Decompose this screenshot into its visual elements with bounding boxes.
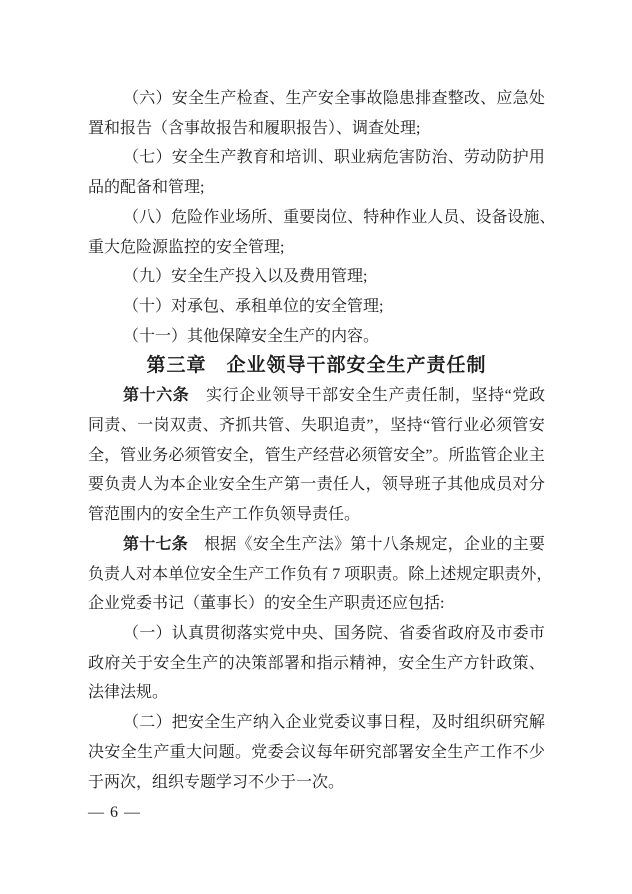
document-text-block: [88, 84, 556, 797]
item-2-line-3: 于两次，组织专题学习不少于一次。: [88, 773, 345, 791]
clause-11: （十一）其他保障安全生产的内容。: [123, 327, 380, 345]
clause-6-line-1: （ 六 ） 安 全 生 产 检 查 、 生 产 安 全 事 故 隐 患 排 查 整 改 、 应 急 处: [123, 90, 545, 107]
clause-8-line-2: 重大危险源监控的安全管理;: [88, 238, 285, 256]
clause-9: （九）安全生产投入以及费用管理;: [123, 268, 368, 286]
article-16-line-2: 同 责 、 一 岗 双 责 、 齐 抓 共 管 、 失 职 追 责 ” ， 坚 持 “ 管 行 业 必 须 管 安: [88, 416, 545, 434]
article-16-line-3: 全 ， 管 业 务 必 须 管 安 全 ， 管 生 产 经 营 必 须 管 安 全 ” 。 所 监 管 企 业 主: [88, 446, 545, 464]
item-2-line-2: 决 安 全 生 产 重 大 问 题 。 党 委 会 议 每 年 研 究 部 署 安 全 生 产 工 作 不 少: [88, 743, 545, 761]
clause-7-line-2: 品的配备和管理;: [88, 179, 205, 197]
item-2-line-1: （ 二 ） 把 安 全 生 产 纳 入 企 业 党 委 议 事 日 程 ， 及 时 组 织 研 究 解: [123, 714, 545, 732]
article-17-line-3: 企业党委书记（董事长）的安全生产职责还应包括:: [88, 595, 445, 613]
clause-6-line-2: 置和报告（含事故报告和履职报告）、调查处理;: [88, 119, 421, 137]
page-number: — 6 —: [88, 804, 141, 821]
item-1-line-1: （ 一 ） 认 真 贯 彻 落 实 党 中 央 、 国 务 院 、 省 委 省 政 府 及 市 委 市: [123, 624, 545, 642]
clause-8-line-1: （ 八 ） 危 险 作 业 场 所 、 重 要 岗 位 、 特 种 作 业 人 员 、 设 备 设 施 、: [123, 208, 556, 226]
article-17-line-1: 第 十 七 条 根 据 《 安 全 生 产 法 》 第 十 八 条 规 定 ， 企 业 的 主 要: [123, 535, 545, 553]
article-16-line-4: 要 负 责 人 为 本 企 业 安 全 生 产 第 一 责 任 人 ， 领 导 班 子 其 他 成 员 对 分: [88, 476, 545, 494]
clause-10: （十）对承包、承租单位的安全管理;: [123, 298, 384, 316]
item-1-line-3: 法律法规。: [88, 684, 169, 702]
item-1-line-2: 政 府 关 于 安 全 生 产 的 决 策 部 署 和 指 示 精 神 ， 安 全 生 产 方 针 政 策 、: [88, 654, 545, 672]
chapter-3-heading: 第三章 企业领导干部安全生产责任制: [146, 355, 487, 377]
clause-7-line-1: （ 七 ） 安 全 生 产 教 育 和 培 训 、 职 业 病 危 害 防 治 、 劳 动 防 护 用: [123, 149, 545, 167]
article-16-line-5: 管范围内的安全生产工作负领导责任。: [88, 506, 361, 524]
article-17-line-2: 负 责 人 对 本 单 位 安 全 生 产 工 作 负 有 7 项 职 责 。 除 上 述 规 定 职 责 外 ，: [88, 565, 553, 583]
article-16-line-1: 第 十 六 条 实 行 企 业 领 导 干 部 安 全 生 产 责 任 制 ， 坚 持 “ 党 政: [123, 387, 545, 405]
